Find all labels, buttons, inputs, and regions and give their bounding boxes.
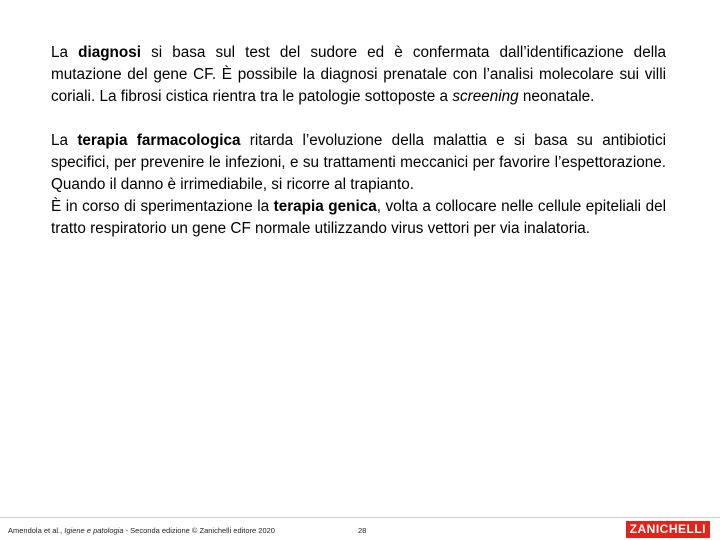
gene-therapy-paragraph (51, 196, 666, 240)
footer-authors: Amendola et al., (8, 526, 65, 535)
keyword-diagnosi: diagnosi (78, 44, 141, 61)
text-run: La (51, 44, 79, 61)
slide-footer (0, 517, 720, 540)
diagnosis-paragraph (51, 42, 666, 108)
text-run: si basa sul test del sudore ed è confermata dall’identificazione della mutazione del gene CF. È possibile la diagnosi prenatale con l’analisi molecolare sui villi coriali. La fibrosi cistica rientra tra le patologie sottoposte a (51, 44, 667, 105)
zanichelli-logo: ZANICHELLI (626, 521, 710, 538)
paragraph-spacer (51, 108, 666, 130)
text-run: ritarda l’evoluzione della malattia e si basa su antibiotici specifici, per prevenire le infezioni, e su trattamenti meccanici per favorire l’espettorazione. Quando il danno è irrimediabile, si ricorre al trapianto. (51, 132, 666, 193)
text-run: È in corso di sperimentazione la (51, 198, 274, 215)
footer-book-title: Igiene e patologia (64, 526, 124, 535)
slide-body (51, 42, 666, 240)
keyword-screening: screening (452, 88, 519, 105)
therapy-paragraph (51, 130, 666, 196)
keyword-terapia-genica: terapia genica (273, 198, 377, 215)
text-run: neonatale. (518, 88, 595, 105)
keyword-terapia-farmacologica: terapia farmacologica (77, 132, 241, 149)
footer-edition: - Seconda edizione © Zanichelli editore 2020 (123, 526, 275, 535)
page-number: 28 (358, 526, 367, 535)
text-run: , volta a collocare nelle cellule epiteliali del tratto respiratorio un gene CF normale utilizzando virus vettori per via inalatoria. (51, 198, 666, 237)
footer-credits (8, 526, 275, 535)
text-run: La (51, 132, 78, 149)
